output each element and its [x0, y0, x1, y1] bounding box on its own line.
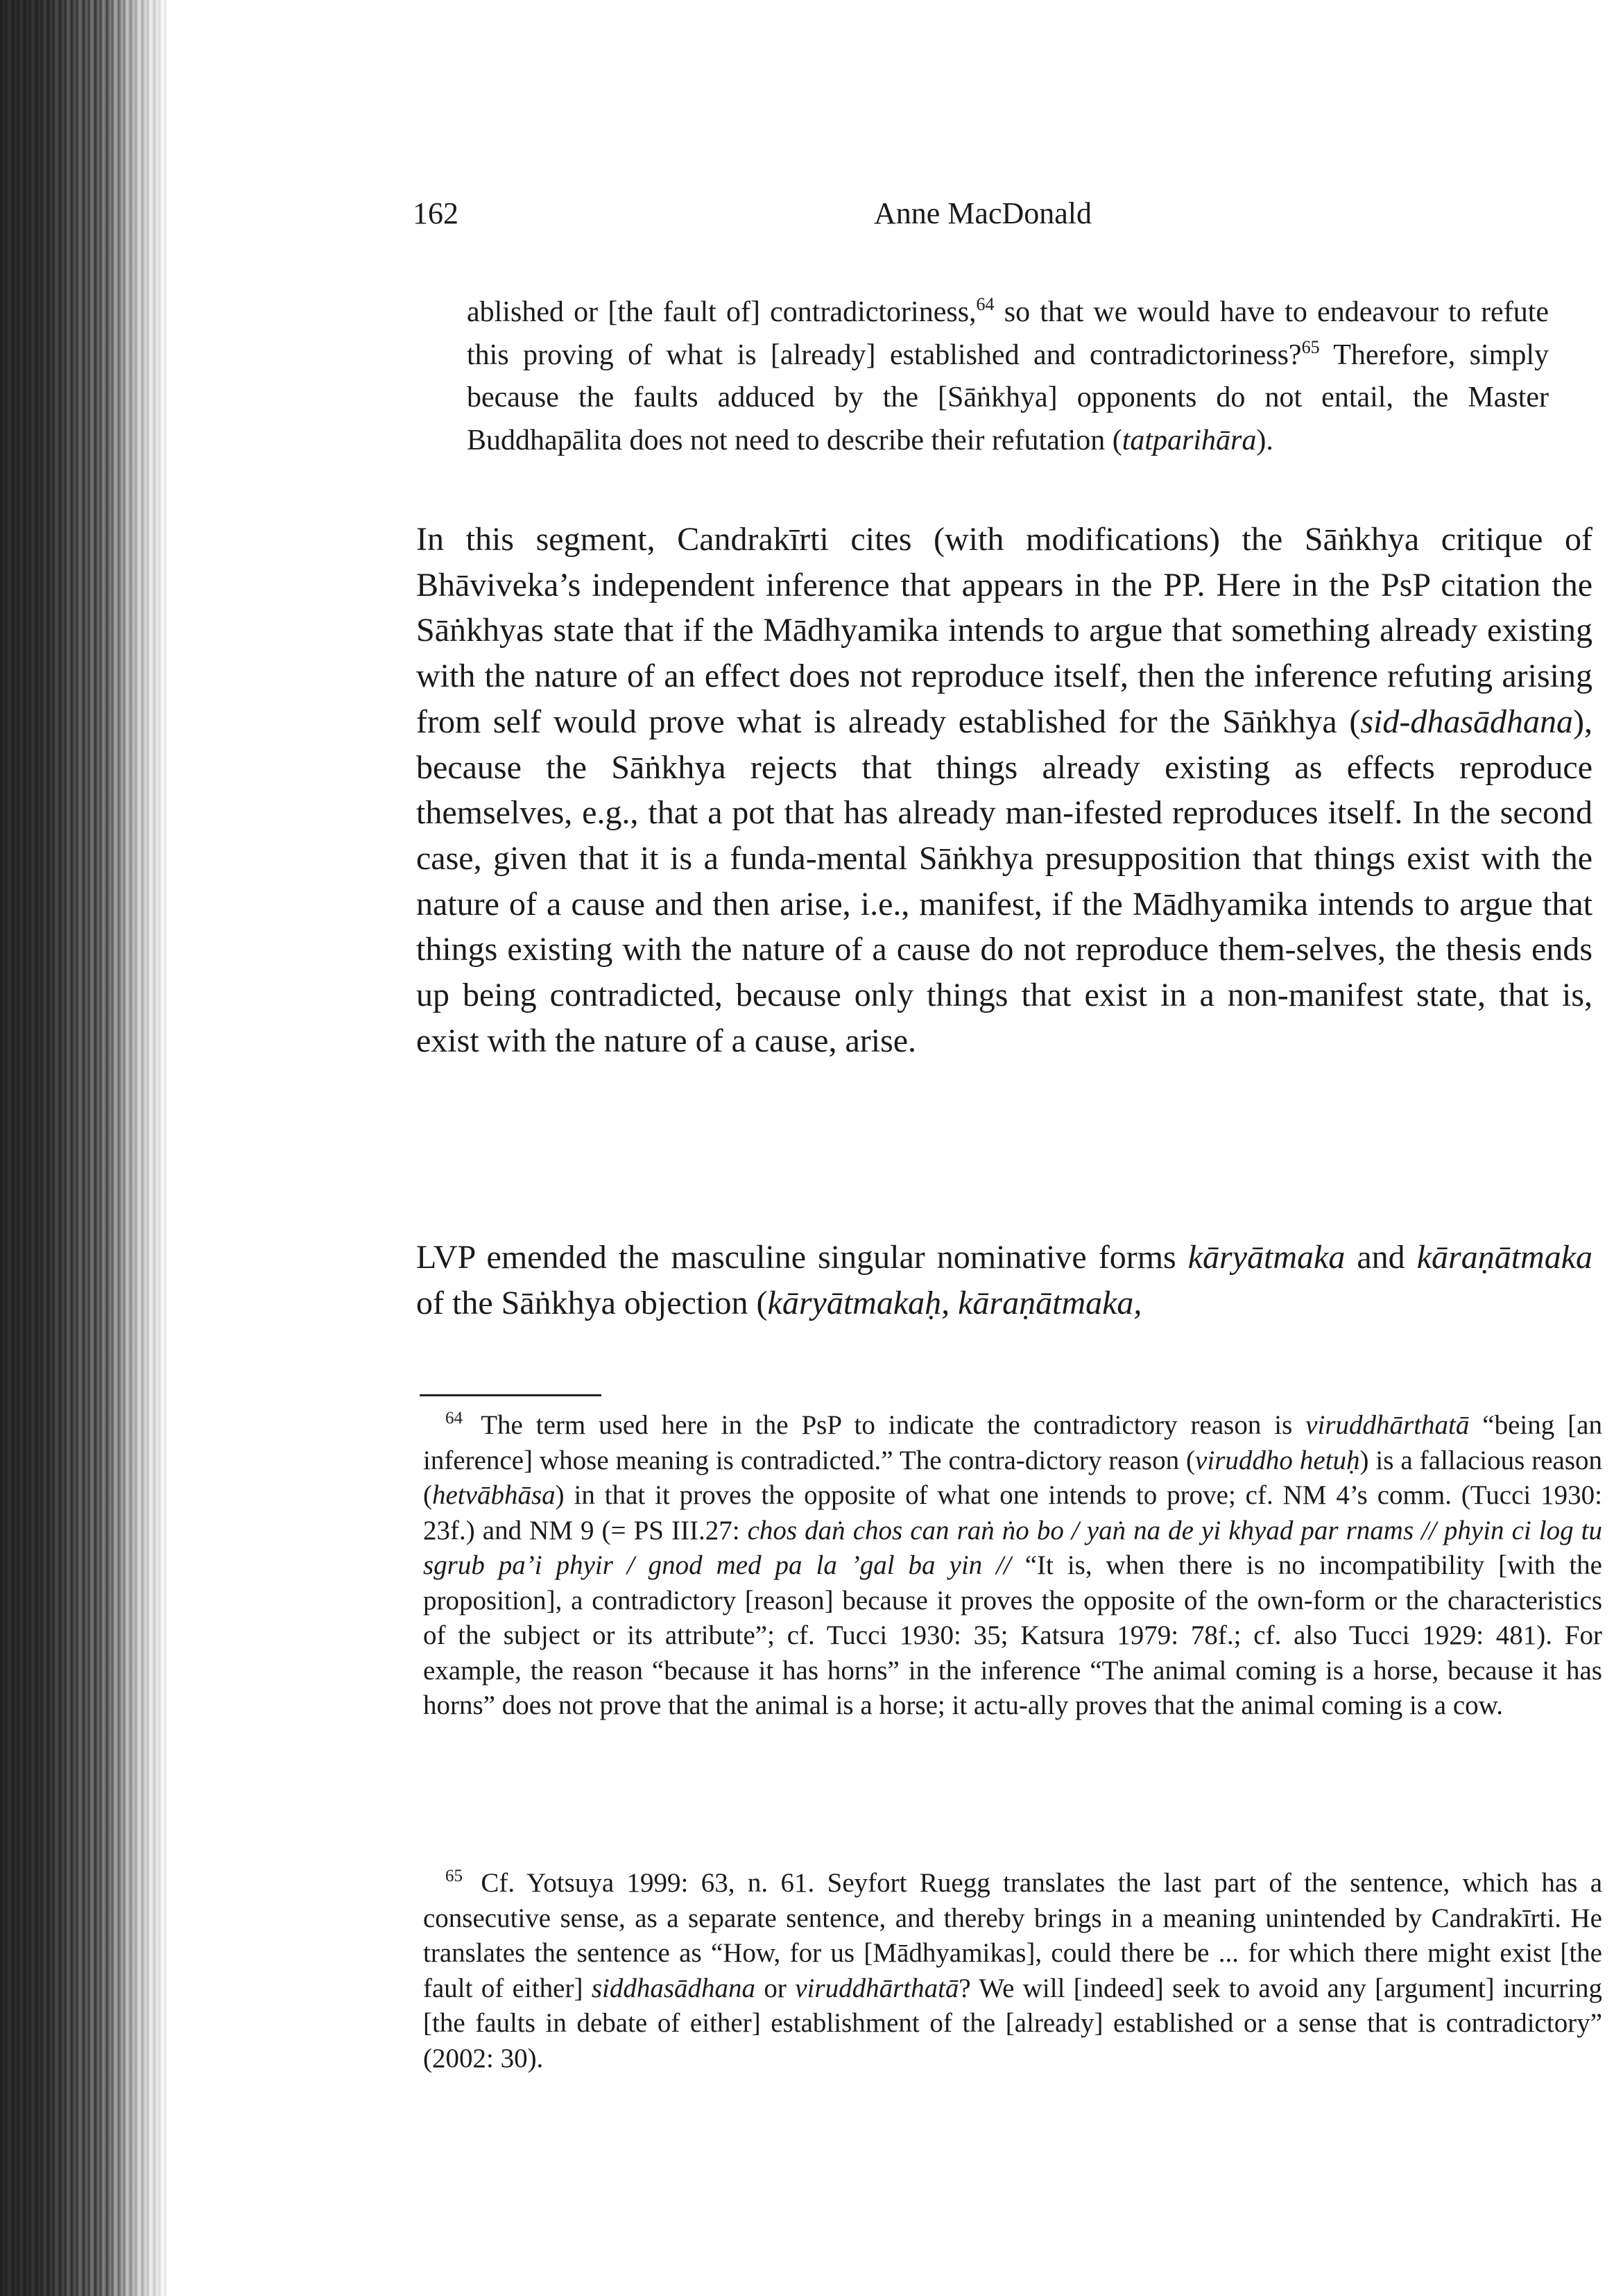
- footnote-64: [423, 1408, 1602, 1724]
- footnote-text: ) is a fallacious reason (: [423, 1445, 1603, 1510]
- footnote-text: ) in that it proves the opposite of what one intends to prove; cf. NM 4’s comm. (Tucci 1930: 23f.) and NM 9 (= PS III.27:: [423, 1480, 1602, 1545]
- footnote-text: or: [755, 1973, 796, 2003]
- footnote-ref-65[interactable]: 65: [1301, 336, 1320, 357]
- footnote-term: siddhasādhana: [591, 1973, 756, 2003]
- quote-text: ablished or [the fault of] contradictoriness,: [467, 296, 977, 328]
- footnote-term: viruddho hetuḥ: [1195, 1445, 1360, 1475]
- quote-text: ).: [1256, 424, 1273, 456]
- paragraph-text: LVP emended the masculine singular nominative forms: [416, 1239, 1188, 1276]
- page-number: 162: [413, 196, 458, 230]
- running-head-author: Anne MacDonald: [874, 196, 1092, 230]
- block-quote: [467, 291, 1549, 462]
- paragraph-term: kāryātmaka: [1187, 1239, 1346, 1276]
- footnote-marker: 65: [445, 1867, 463, 1885]
- footnote-tibetan-quote: chos daṅ chos can raṅ ṅo bo / yaṅ na de yi khyad par rnams // phyin ci log tu sgrub pa’i phyir / gnod med pa la ’gal ba yin //: [423, 1515, 1602, 1580]
- quote-term: tatparihāra: [1122, 424, 1257, 456]
- body-paragraph-2: [416, 1235, 1592, 1326]
- footnote-marker: 64: [445, 1409, 463, 1428]
- paragraph-text: of the Sāṅkhya objection (: [416, 1284, 768, 1321]
- footnote-text: “It is, when there is no incompatibility [with the proposition], a contradictory [reason] because it proves the opposite of the own-form or the characteristics of the subject or its attribute”; cf. Tucci 1930: 35; Katsura 1979: 78f.; cf. also Tucci 1929: 481). For example, the reason “because it has horns” in the inference “The animal coming is a horse, because it has horns” does not prove that the animal is a horse; it actu-ally proves that the animal coming is a cow.: [423, 1550, 1602, 1720]
- quote-text: Therefore, simply because the faults adduced by the [Sāṅkhya] opponents do not entail, the Master Buddhapālita does not need to describe their refutation (: [467, 339, 1549, 456]
- footnote-term: viruddhārthatā: [1305, 1410, 1470, 1440]
- paragraph-term: kāraṇātmaka: [1416, 1239, 1592, 1276]
- footnote-text: Cf. Yotsuya 1999: 63, n. 61. Seyfort Ruegg translates the last part of the sentence, which has a consecutive sense, as a separate sentence, and thereby brings in a meaning unintended by Candrakīrti. He translates the sentence as “How, for us [Mādhyamikas], could there be ... for which there might exist [the fault of either]: [423, 1868, 1602, 2003]
- footnote-term: hetvābhāsa: [432, 1480, 556, 1510]
- scan-binding-fade: [104, 0, 180, 2296]
- paragraph-term: sid-dhasādhana: [1360, 703, 1574, 740]
- footnote-65: [423, 1866, 1602, 2076]
- paragraph-text: and: [1345, 1239, 1417, 1276]
- paragraph-text: In this segment, Candrakīrti cites (with modifications) the Sāṅkhya critique of Bhāviveka’s independent inference that appears in the PP. Here in the PsP citation the Sāṅkhyas state that if the Mādhyamika intends to argue that something already existing with the nature of an effect does not reproduce itself, then the inference refuting arising from self would prove what is already established for the Sāṅkhya (: [416, 521, 1592, 740]
- body-paragraph-1: [416, 517, 1592, 1063]
- footnote-text: The term used here in the PsP to indicate the contradictory reason is: [468, 1410, 1306, 1440]
- footnote-term: viruddhārthatā: [795, 1973, 959, 2003]
- paragraph-text: ), because the Sāṅkhya rejects that things already existing as effects reproduce themselves, e.g., that a pot that has already man-ifested reproduces itself. In the second case, given that it is a funda-mental Sāṅkhya presupposition that things exist with the nature of a cause and then arise, i.e., manifest, if the Mādhyamika intends to argue that things existing with the nature of a cause do not reproduce them-selves, the thesis ends up being contradicted, because only things that exist in a non-manifest state, that is, exist with the nature of a cause, arise.: [416, 703, 1592, 1059]
- quote-text: so that we would have to endeavour to refute this proving of what is [already] established and contradictoriness?: [467, 296, 1549, 371]
- footnote-text: ? We will [indeed] seek to avoid any [argument] incurring [the faults in debate of either] establishment of the [already] established or a sense that is contradictory” (2002: 30).: [423, 1973, 1602, 2073]
- paragraph-term: kāryātmakaḥ, kāraṇātmaka,: [767, 1284, 1142, 1321]
- footnote-ref-64[interactable]: 64: [976, 294, 995, 314]
- footnote-separator: [420, 1394, 601, 1396]
- footnote-text: “being [an inference] whose meaning is contradicted.” The contra-dictory reason (: [423, 1410, 1602, 1475]
- page-header: [413, 196, 1141, 237]
